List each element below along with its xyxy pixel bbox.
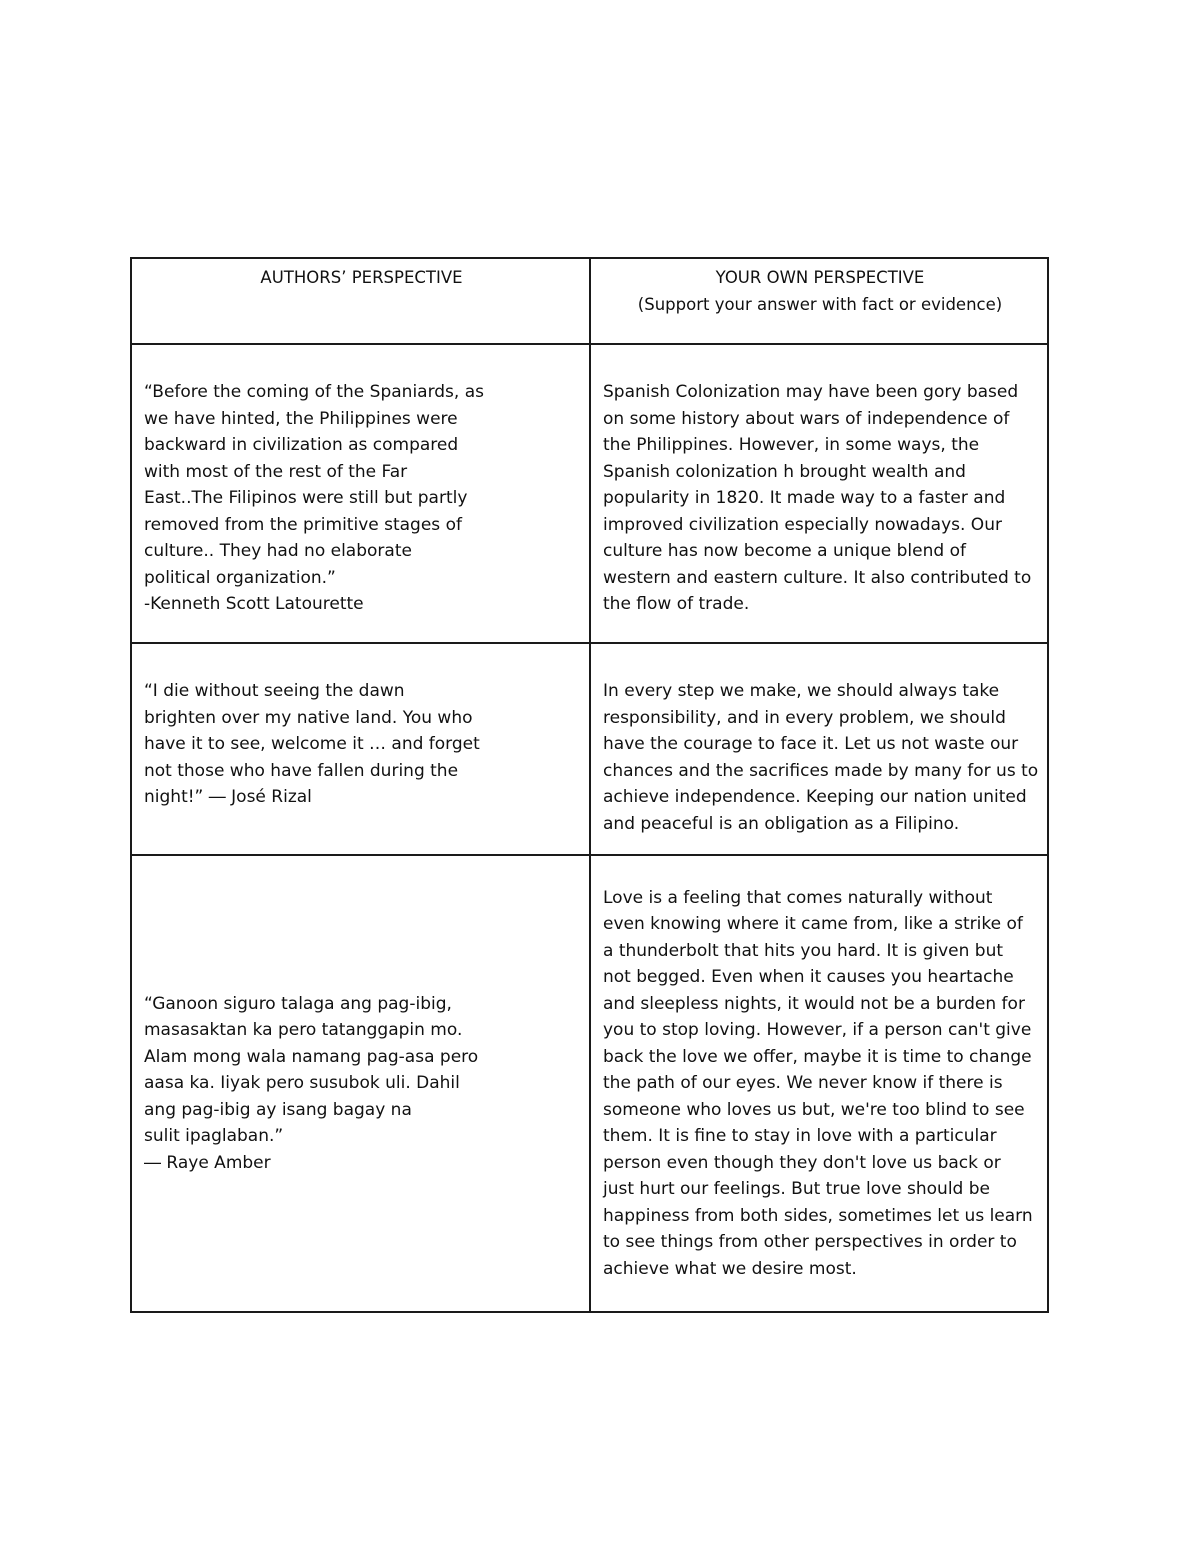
- answer-line: the path of our eyes. We never know if there is: [603, 1073, 1003, 1094]
- perspective-table: [130, 257, 1049, 1313]
- quote-line: ang pag-ibig ay isang bagay na: [144, 1099, 412, 1120]
- answer-line: Love is a feeling that comes naturally without: [603, 887, 993, 908]
- own-perspective-cell: [590, 643, 1048, 855]
- answer-line: the Philippines. However, in some ways, the: [603, 435, 980, 455]
- quote-line: masasaktan ka pero tatanggapin mo.: [144, 1020, 463, 1041]
- quote-line: “I die without seeing the dawn: [144, 681, 405, 701]
- quote-line: have it to see, welcome it … and forget: [144, 734, 480, 754]
- answer-line: Spanish colonization h brought wealth and: [603, 461, 966, 482]
- answer-line: In every step we make, we should always take: [603, 681, 1000, 701]
- quote-line: night!” ― José Rizal: [144, 787, 312, 807]
- answer-line: on some history about wars of independence of: [603, 408, 1010, 429]
- answer-line: culture has now become a unique blend of: [603, 541, 966, 561]
- answer-line: them. It is fine to stay in love with a particular: [603, 1126, 997, 1147]
- own-header-sublabel: (Support your answer with fact or evidence): [637, 294, 1003, 314]
- table-row: [131, 855, 1048, 1312]
- quote-line: we have hinted, the Philippines were: [144, 408, 458, 429]
- own-perspective-cell: [590, 855, 1048, 1312]
- own-header-label: YOUR OWN PERSPECTIVE: [715, 268, 925, 287]
- quote-line: sulit ipaglaban.”: [144, 1126, 284, 1147]
- header-row: [131, 258, 1048, 344]
- quote-line: Alam mong wala namang pag-asa pero: [144, 1046, 479, 1067]
- answer-line: happiness from both sides, sometimes let us learn: [603, 1205, 1033, 1226]
- answer-line: not begged. Even when it causes you heartache: [603, 967, 1014, 988]
- answer-line: improved civilization especially nowadays. Our: [603, 514, 1002, 535]
- authors-quote-cell: [131, 643, 590, 855]
- answer-line: chances and the sacrifices made by many for us to: [603, 760, 1039, 781]
- answer-line: a thunderbolt that hits you hard. It is given but: [603, 940, 1004, 961]
- quote-line: removed from the primitive stages of: [144, 514, 462, 535]
- quote-line: backward in civilization as compared: [144, 435, 459, 455]
- answer-line: achieve what we desire most.: [603, 1258, 857, 1279]
- quote-line: not those who have fallen during the: [144, 760, 459, 781]
- answer-line: have the courage to face it. Let us not waste our: [603, 734, 1019, 754]
- answer-line: person even though they don't love us back or: [603, 1152, 1001, 1173]
- answer-line: back the love we offer, maybe it is time to change: [603, 1046, 1032, 1067]
- quote-line: with most of the rest of the Far: [144, 461, 408, 482]
- quote-author: ― Raye Amber: [144, 1152, 271, 1173]
- quote-line: “Ganoon siguro talaga ang pag-ibig,: [144, 993, 452, 1014]
- quote-line: brighten over my native land. You who: [144, 707, 473, 728]
- quote-line: political organization.”: [144, 567, 336, 588]
- answer-line: just hurt our feelings. But true love should be: [603, 1179, 990, 1200]
- quote-line: “Before the coming of the Spaniards, as: [144, 382, 484, 402]
- answer-line: and sleepless nights, it would not be a burden for: [603, 993, 1025, 1014]
- answer-line: even knowing where it came from, like a strike of: [603, 914, 1023, 935]
- table-row: [131, 344, 1048, 643]
- authors-quote-cell: [131, 855, 590, 1312]
- authors-header-label: AUTHORS’ PERSPECTIVE: [260, 268, 463, 287]
- own-perspective-cell: [590, 344, 1048, 643]
- quote-line: aasa ka. Iiyak pero susubok uli. Dahil: [144, 1073, 460, 1094]
- answer-line: western and eastern culture. It also contributed to: [603, 567, 1032, 588]
- quote-author: -Kenneth Scott Latourette: [144, 594, 364, 614]
- answer-line: to see things from other perspectives in order to: [603, 1232, 1017, 1253]
- answer-line: and peaceful is an obligation as a Filipino.: [603, 813, 960, 834]
- answer-line: responsibility, and in every problem, we should: [603, 707, 1006, 728]
- own-perspective-header: [590, 258, 1048, 344]
- answer-line: the flow of trade.: [603, 594, 750, 614]
- answer-line: you to stop loving. However, if a person can't give: [603, 1020, 1032, 1041]
- answer-line: someone who loves us but, we're too blind to see: [603, 1099, 1025, 1120]
- quote-line: culture.. They had no elaborate: [144, 541, 412, 561]
- table-row: [131, 643, 1048, 855]
- authors-perspective-header: [131, 258, 590, 344]
- authors-quote-cell: [131, 344, 590, 643]
- answer-line: achieve independence. Keeping our nation united: [603, 787, 1027, 807]
- answer-line: popularity in 1820. It made way to a faster and: [603, 488, 1006, 508]
- answer-line: Spanish Colonization may have been gory based: [603, 382, 1019, 402]
- quote-line: East..The Filipinos were still but partly: [144, 488, 468, 508]
